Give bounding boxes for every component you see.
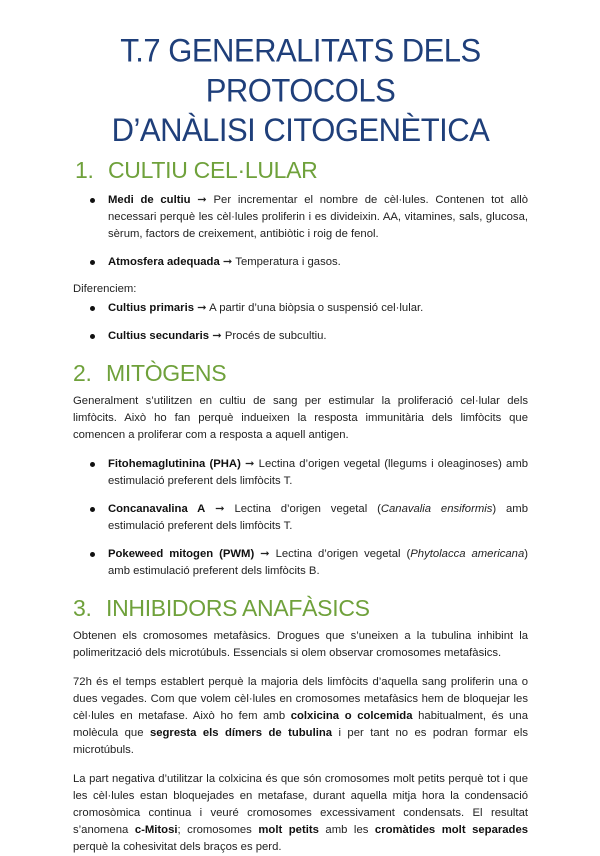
paragraph-inhibidors-3 [73,771,528,856]
bullet-icon [90,462,95,467]
definition: Temperatura i gasos. [235,256,341,268]
definition: Procés de subcultiu. [224,330,327,342]
term: Atmosfera adequada [108,256,220,268]
arrow-icon: ➞ [197,194,207,206]
title-line-2: D’ANÀLISI CITOGENÈTICA [111,111,490,149]
list-item [73,254,528,271]
text-run: perquè la cohesivitat dels braços es perd. [73,841,282,853]
title-line-1: T.7 GENERALITATS DELS PROTOCOLS [120,32,481,109]
species-name: Canavalia ensiformis [380,503,493,515]
arrow-icon: ➞ [212,330,222,342]
text-run: habitualment, és una molècula que [73,710,528,739]
paragraph-inhibidors-1: Obtenen els cromosomes metafàsics. Drogues que s’uneixen a la tubulina inhibint la polimerització dels microtúbuls. Essencials si olem observar cromosomes metafàsics. [73,630,528,659]
text-run: 72h és el temps establert perquè la majoria dels limfòcits d’aquella sang proliferin una o dues vegades. Com que volem cèl·lules en cromosomes metafàsics hem de bloquejar les cèl·lules en metafase. Això ho fem amb [73,676,528,722]
bullet-icon [90,260,95,265]
section-title: MITÒGENS [106,360,227,386]
bold-run: segresta els dímers de tubulina [149,727,333,739]
definition-a: Lectina d’origen vegetal ( [234,503,381,515]
section-title: INHIBIDORS ANAFÀSICS [106,595,370,621]
term: Cultius secundaris [108,330,210,342]
arrow-icon: ➞ [215,503,225,515]
list-item [73,300,528,317]
term: Fitohemaglutinina (PHA) [108,458,241,470]
bold-run: molt petits [258,824,319,836]
species-name: Phytolacca americana [410,548,525,560]
bullet-list-mitogens [73,456,528,580]
text-run: ; cromosomes [177,824,259,836]
section-heading-mitogens [73,359,528,387]
text-run: La part negativa d’utilitzar la colxicina és que són cromosomes molt petits perquè tot i que les cèl·lules estan bloquejades en metafase, durant aquella mitja hora la condensació cromosòmica continua i veuré cromosomes excessivament condensats. El resultat s’anomena [73,773,528,836]
paragraph-inhibidors-2 [73,674,528,759]
bullet-list-cultius [73,300,528,345]
paragraph-diferenciem: Diferenciem: [73,283,137,295]
definition-b: ) amb estimulació preferent dels limfòcits T. [108,503,528,532]
section-heading-inhibidors [73,594,528,622]
list-item [73,328,528,345]
section-number: 3. [73,595,92,621]
section-title: CULTIU CEL·LULAR [108,157,318,183]
section-number: 1. [75,157,94,183]
text-run: i per tant no es podran formar els microtúbuls. [73,727,528,756]
term: Pokeweed mitogen (PWM) [108,548,255,560]
definition-b: ) amb estimulació preferent dels limfòcits B. [108,548,528,577]
list-item [73,546,528,580]
definition: A partir d’una biòpsia o suspensió cel·lular. [209,302,424,314]
bullet-list-cultiu [73,192,528,271]
bold-run: c-Mitosi [134,824,178,836]
bullet-icon [90,334,95,339]
bullet-icon [90,507,95,512]
definition: Lectina d’origen vegetal (llegums i oleaginoses) amb estimulació preferent dels limfòcits T. [108,458,529,487]
list-item [73,192,528,243]
term: Concanavalina A [108,503,206,515]
arrow-icon: ➞ [260,548,270,560]
document-title [73,0,528,151]
paragraph-mitogens-intro: Generalment s’utilitzen en cultiu de sang per estimular la proliferació cel·lular dels limfòcits. Això ho fan perquè indueixen la resposta immunitària dels limfòcits que comencen a proliferar com a resposta a aquell antigen. [73,395,528,441]
list-item [73,456,528,490]
list-item [73,501,528,535]
bullet-icon [90,306,95,311]
bold-run: colxicina o colcemida [290,710,413,722]
bold-run: cromàtides molt separades [374,824,529,836]
arrow-icon: ➞ [222,256,233,268]
arrow-icon: ➞ [197,302,207,314]
text-run: amb les [318,824,375,836]
term: Medi de cultiu [108,194,191,206]
bullet-icon [90,552,95,557]
arrow-icon: ➞ [245,458,255,470]
section-heading-cultiu [73,156,528,184]
definition: Per incrementar el nombre de cèl·lules. Contenen tot allò necessari perquè les cèl·lules proliferin i es divideixin. AA, vitamines, sals, glucosa, sèrum, factors de creixement, antibiòtic i roig de fenol. [108,194,529,240]
section-number: 2. [73,360,92,386]
definition-a: Lectina d’origen vegetal ( [275,548,411,560]
term: Cultius primaris [108,302,195,314]
bullet-icon [90,198,95,203]
